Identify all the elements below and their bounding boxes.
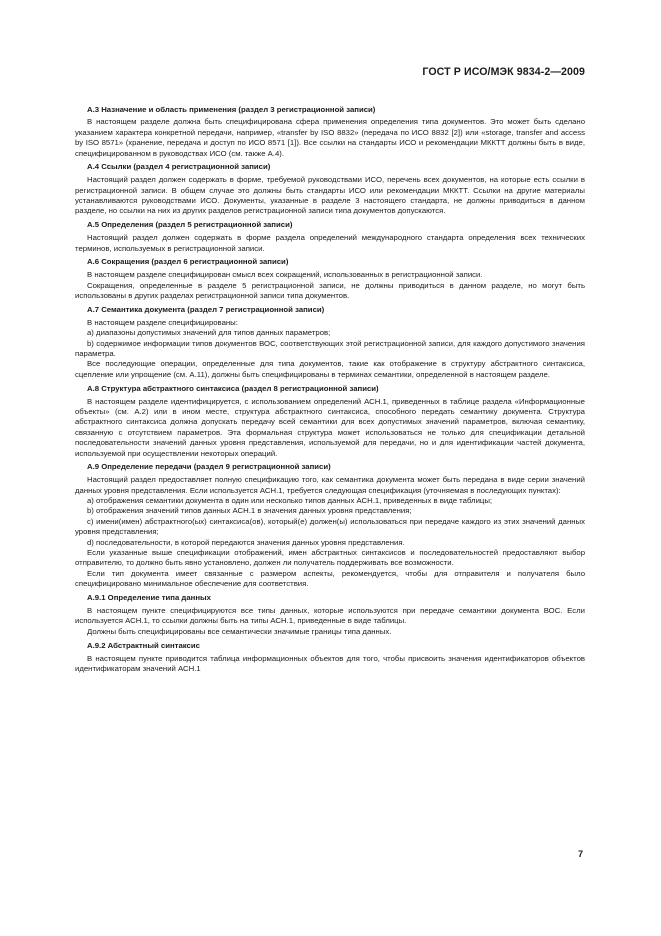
- paragraph: c) имени(имен) абстрактного(ых) синтаксиса(ов), который(е) должен(ы) использоваться при передаче каждого из этих значений данных уровня представления;: [75, 516, 585, 537]
- page-number: 7: [577, 849, 583, 859]
- paragraph: Если указанные выше спецификации отображений, имен абстрактных синтаксисов и последовательностей предоставляют выбор отправителю, то должно быть явно установлено, должен ли получатель поддерживать все возможности.: [75, 548, 585, 568]
- paragraph: В настоящем разделе должна быть специфицирована сфера применения определения типа документов. Это может быть сделано указанием характера конкретной передачи, например, «transfer by ISO 8832» (передача по ИСО 8832 [2]) или «storage, transfer and access by ISO 8571» (хранение, передача и доступ по ИСО 8571 [1]). Все ссылки на стандарты ИСО и рекомендации МККТТ должны быть в виде, специфицированном в руководствах ИСО (см. также А.4).: [75, 117, 585, 158]
- paragraph: В настоящем разделе идентифицируется, с использованием определений АСН.1, приведенных в таблице раздела «Информационные объекты» (см. А.2) или в ином месте, структура абстрактного синтаксиса, способного передать семантику документа. Структура абстрактного синтаксиса должна допускать передачу всей семантики для всех допустимых значений параметров, включая семантику, связанную с отсутствием параметров. Эта формальная структура может использоваться не только для спецификации детальной последовательности значений данных уровня представления, используемой для передачи, но и для идентификации частей документа, используемой при осуществлении некоторых операций.: [75, 396, 585, 458]
- paragraph: Настоящий раздел предоставляет полную спецификацию того, как семантика документа может быть передана в виде серии значений данных уровня представления. Если используется АСН.1, требуется следующая спецификация (уточняемая в последующих пунктах):: [75, 475, 585, 495]
- paragraph: Все последующие операции, определенные для типа документов, такие как отображение в структуру абстрактного синтаксиса, сцепление или упрощение (см. А.11), должны быть специфицированы в терминах семантики, определенной в настоящем разделе.: [75, 359, 585, 379]
- paragraph: а) отображения семантики документа в один или несколько типов данных АСН.1, приведенных в виде таблицы;: [87, 496, 493, 506]
- section-heading: А.6 Сокращения (раздел 6 регистрационной записи): [87, 257, 289, 267]
- section-heading: А.4 Ссылки (раздел 4 регистрационной записи): [87, 162, 271, 172]
- section-heading: А.3 Назначение и область применения (раздел 3 регистрационной записи): [87, 104, 376, 114]
- paragraph: В настоящем разделе специфицированы:: [87, 317, 238, 327]
- paragraph: Должны быть специфицированы все семантически значимые границы типа данных.: [87, 626, 392, 636]
- paragraph: b) содержимое информации типов документов ВОС, соответствующих этой регистрационной записи, для каждого допустимого значения параметра.: [75, 338, 585, 358]
- paragraph: Настоящий раздел должен содержать в форме, требуемой руководствами ИСО, перечень всех документов, на которые есть ссылки в регистрационной записи. В общем случае это должны быть стандарты ИСО или рекомендации МККТТ. Ссылки на другие материалы устанавливаются руководствами ИСО. Документы, указанные в разделе 3 настоящего стандарта, не должны приводиться в данном разделе, но ссылки на них из других разделов регистрационной записи типа документов допускаются.: [75, 175, 585, 216]
- section-heading: А.8 Структура абстрактного синтаксиса (раздел 8 регистрационной записи): [87, 383, 379, 393]
- paragraph: Если тип документа имеет связанные с размером аспекты, рекомендуется, чтобы для отправителя и получателя было специфицировано минимальное обеспечение для соответствия.: [75, 568, 585, 589]
- section-heading: А.9 Определение передачи (раздел 9 регистрационной записи): [87, 462, 331, 472]
- paragraph: Сокращения, определенные в разделе 5 регистрационной записи, не должны приводиться в данном разделе, но могут быть использованы в других разделах регистрационной записи типа документов.: [75, 280, 585, 301]
- section-heading: А.7 Семантика документа (раздел 7 регистрационной записи): [87, 304, 325, 314]
- section-heading: А.9.2 Абстрактный синтаксис: [87, 640, 200, 650]
- section-heading: А.9.1 Определение типа данных: [87, 593, 211, 603]
- paragraph: В настоящем разделе специфицирован смысл всех сокращений, использованных в регистрационной записи.: [87, 270, 483, 280]
- document-code-header: ГОСТ Р ИСО/МЭК 9834-2—2009: [422, 66, 585, 78]
- paragraph: Настоящий раздел должен содержать в форме раздела определений международного стандарта определения всех технических терминов, используемых в регистрационной записи.: [75, 233, 585, 253]
- paragraph: В настоящем пункте специфицируются все типы данных, которые используются при передаче семантики документа ВОС. Если используется АСН.1, то ссылки должны быть на типы АСН.1, приведенные в виде таблицы.: [75, 606, 585, 626]
- paragraph: b) отображения значений типов данных АСН.1 в значения данных уровня представления;: [87, 506, 412, 516]
- document-body: [75, 101, 585, 674]
- paragraph: d) последовательности, в которой передаются значения данных уровня представления.: [87, 537, 405, 547]
- paragraph: а) диапазоны допустимых значений для типов данных параметров;: [87, 328, 331, 338]
- section-heading: А.5 Определения (раздел 5 регистрационной записи): [87, 220, 293, 230]
- paragraph: В настоящем пункте приводится таблица информационных объектов для того, чтобы присвоить значения идентификаторов объектов идентификаторам значений АСН.1: [75, 653, 585, 673]
